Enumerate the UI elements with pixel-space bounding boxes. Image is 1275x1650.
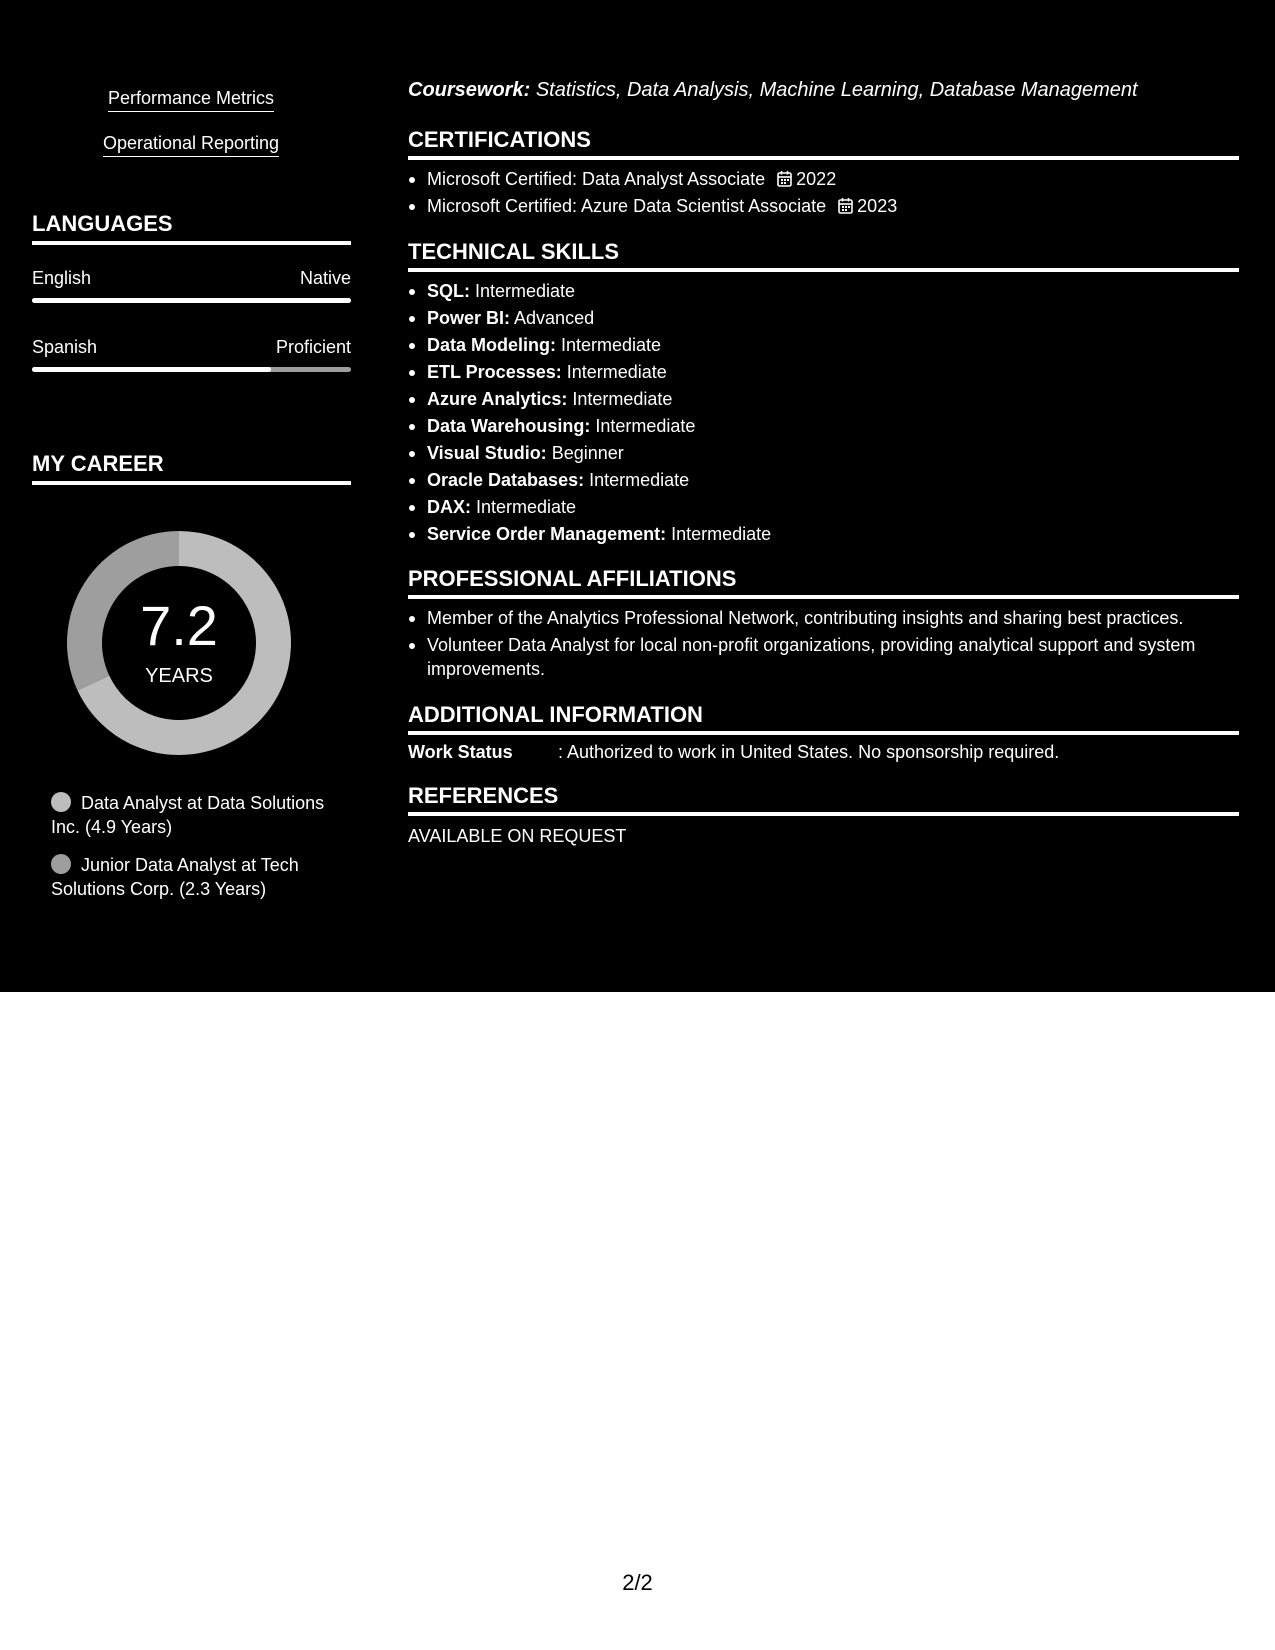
certifications-heading: CERTIFICATIONS — [408, 127, 1239, 160]
affiliation-item: Volunteer Data Analyst for local non-profit organizations, providing analytical support and system improvements. — [427, 633, 1239, 681]
certification-item: Microsoft Certified: Data Analyst Associate 2022 — [427, 166, 1239, 193]
affiliations-list — [427, 606, 1239, 684]
skill-item: Power BI: Advanced — [427, 305, 1239, 332]
language-progress-track — [32, 367, 351, 372]
language-progress-fill — [32, 298, 351, 303]
legend-dot — [51, 792, 71, 812]
career-heading: MY CAREER — [32, 451, 351, 485]
work-status-label: Work Status — [408, 742, 513, 762]
language-name: English — [32, 268, 92, 288]
coursework-label: Coursework: — [408, 79, 531, 101]
certification-item: Microsoft Certified: Azure Data Scientist Associate 2023 — [427, 193, 1239, 220]
skill-item: SQL: Intermediate — [427, 278, 1239, 305]
skill-tag: Performance Metrics — [0, 88, 382, 112]
work-status-value: : Authorized to work in United States. No sponsorship required. — [558, 742, 1060, 762]
sidebar — [0, 0, 382, 992]
skill-item: DAX: Intermediate — [427, 494, 1239, 521]
technical-skills-heading: TECHNICAL SKILLS — [408, 239, 1239, 272]
skill-item: Visual Studio: Beginner — [427, 440, 1239, 467]
language-level: Proficient — [275, 337, 351, 357]
career-total-years: 7.2 — [140, 594, 218, 657]
language-progress-track — [32, 298, 351, 303]
skill-item: ETL Processes: Intermediate — [427, 359, 1239, 386]
language-name: Spanish — [32, 337, 98, 357]
page-number: 2/2 — [622, 1570, 653, 1595]
calendar-icon — [838, 197, 853, 214]
references-text: AVAILABLE ON REQUEST — [408, 826, 627, 846]
career-legend-item: Junior Data Analyst at Tech Solutions Corp. (2.3 Years) — [51, 855, 299, 899]
coursework-text: Statistics, Data Analysis, Machine Learning, Database Management — [535, 79, 1138, 101]
skill-tag: Operational Reporting — [0, 133, 382, 157]
work-status-row — [408, 742, 1059, 763]
career-legend-item: Data Analyst at Data Solutions Inc. (4.9 Years) — [51, 793, 325, 837]
additional-info-heading: ADDITIONAL INFORMATION — [408, 702, 1239, 735]
certifications-list — [427, 166, 1239, 220]
skill-item: Azure Analytics: Intermediate — [427, 386, 1239, 413]
calendar-icon — [777, 170, 792, 187]
language-progress-fill — [32, 367, 271, 372]
affiliations-heading: PROFESSIONAL AFFILIATIONS — [408, 566, 1239, 599]
legend-dot — [51, 854, 71, 874]
skill-item: Data Modeling: Intermediate — [427, 332, 1239, 359]
skill-item: Oracle Databases: Intermediate — [427, 467, 1239, 494]
references-heading: REFERENCES — [408, 783, 1239, 816]
coursework-line — [408, 79, 1138, 102]
language-level: Native — [299, 268, 351, 288]
skill-item: Service Order Management: Intermediate — [427, 521, 1239, 548]
career-total-unit: YEARS — [145, 665, 213, 687]
skill-item: Data Warehousing: Intermediate — [427, 413, 1239, 440]
languages-heading: LANGUAGES — [32, 211, 351, 245]
affiliation-item: Member of the Analytics Professional Network, contributing insights and sharing best practices. — [427, 606, 1239, 630]
technical-skills-list — [427, 278, 1239, 548]
